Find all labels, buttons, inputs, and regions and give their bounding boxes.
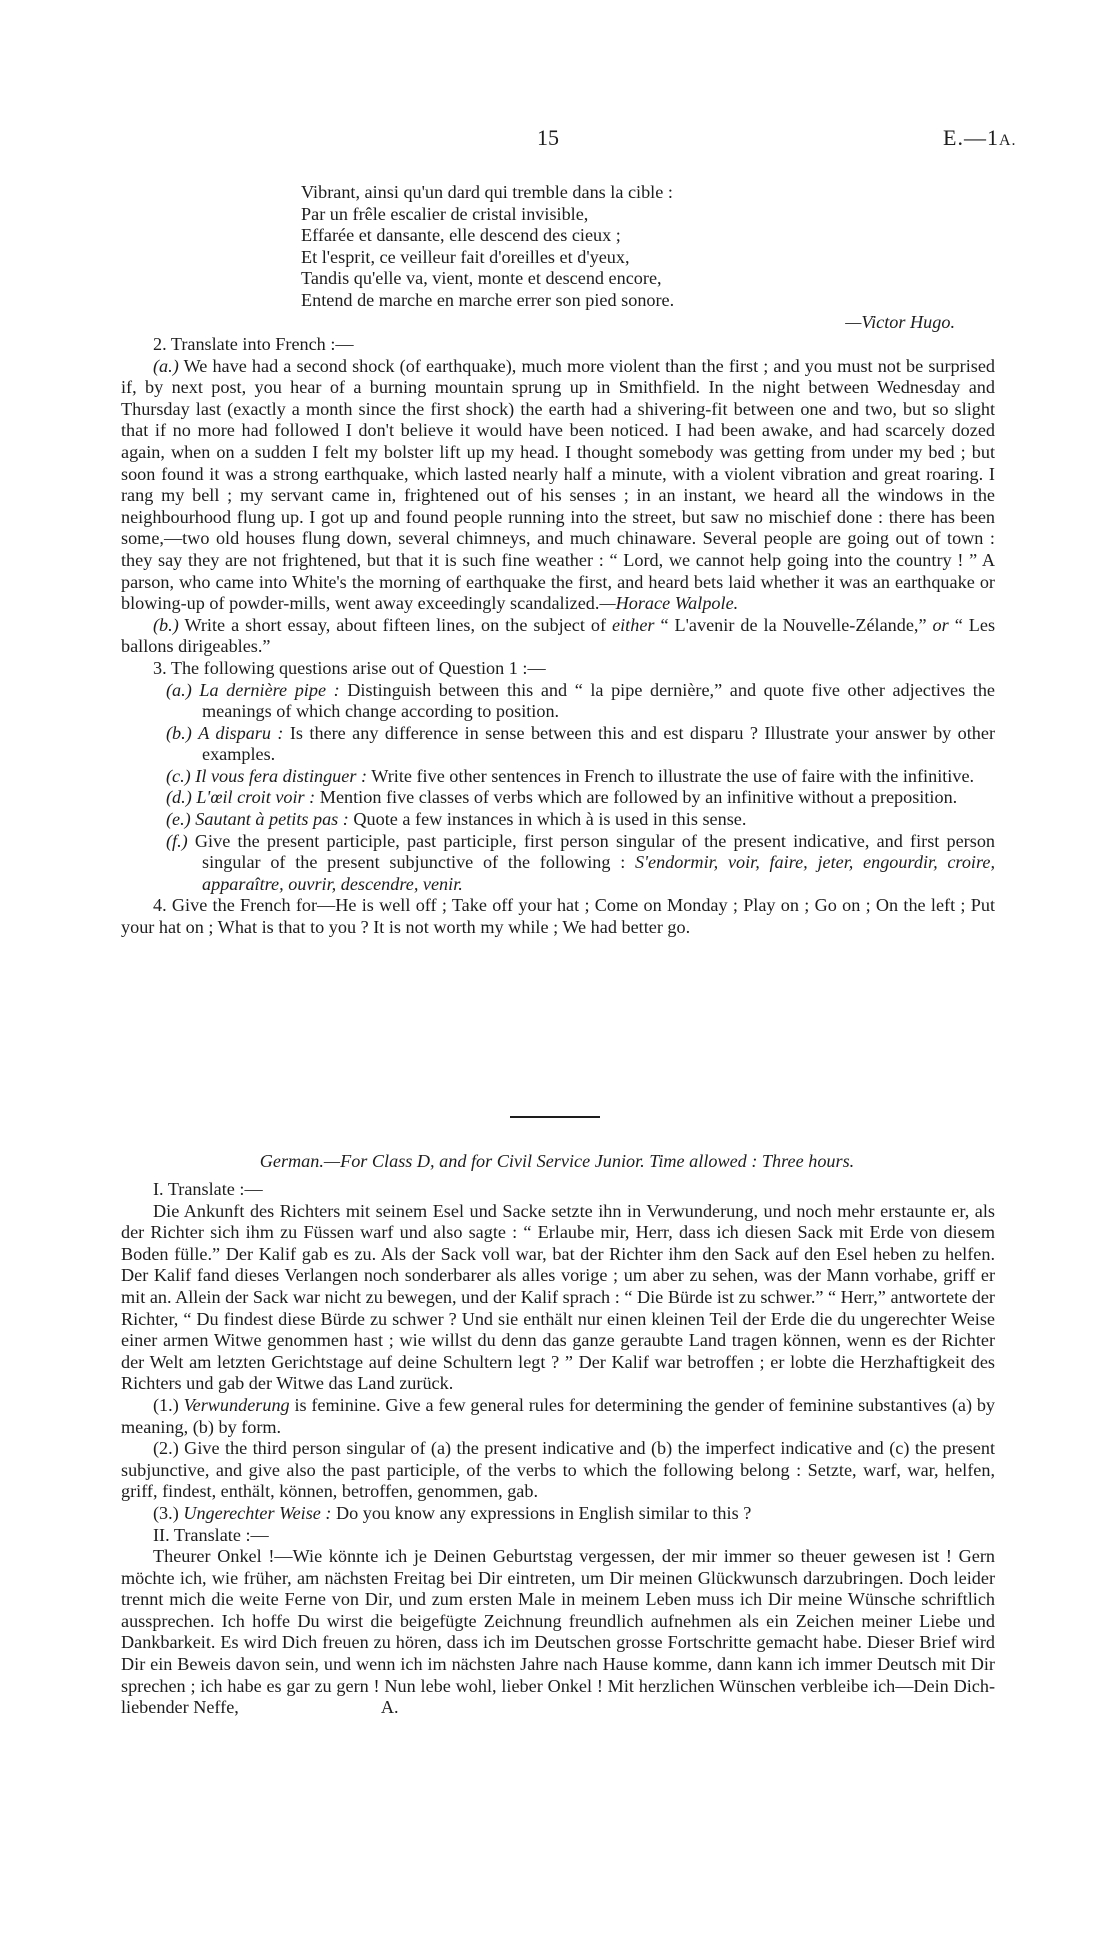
german-part-1-text: Die Ankunft des Richters mit seinem Esel und Sacke setzte ihn in Verwunderung, und noch mehr erstaunte er, als der Richter sich ihm zu Füssen warf und also sagte : “ Erlaube mir, Herr, dass ich diesen Sack mit Erde von diesem Boden fülle.” Der Kalif gab es zu. Als der Sack voll war, bat der Richter ihm den Sack auf den Esel heben zu helfen. Der Kalif fand dieses Verlangen noch sonderbarer als alles vorige ; um aber zu sehen, was der Mann vorhabe, griff er mit an. Allein der Sack war nicht zu bewegen, und der Kalif sprach : “ Die Bürde ist zu schwer.” “ Herr,” antwortete der Richter, “ Du findest diese Bürde zu schwer ? Und sie enthält nur einen kleinen Teil der Erde die du ungerechter Weise einer armen Witwe genommen hast ; wie willst du denn das ganze geraubte Land tragen können, wenn es der Richter der Welt am letzten Gerichtstage auf deine Schultern legt ? ” Der Kalif war betroffen ; er lobte die Herzhaftigkeit des Richters und gab der Witwe das Land zurück. [121, 1200, 995, 1394]
german-section [121, 1179, 995, 1719]
poem-line: Par un frêle escalier de cristal invisible, [301, 203, 589, 224]
section-divider [510, 1116, 600, 1118]
question-4: 4. Give the French for—He is well off ; Take off your hat ; Come on Monday ; Play on ; Go on ; On the left ; Put your hat on ; What is that to you ? It is not worth my while ; We had better go. [121, 895, 995, 938]
german-part-2-text: Theurer Onkel !—Wie könnte ich je Deinen Geburtstag vergessen, der mir immer so theuer gewesen ist ! Gern möchte ich, wie früher, am nächsten Freitag bei Dir eintreten, um Dir meinen Glückwunsch darzubringen. Doch leider trennt mich die weite Ferne von Dir, und zum ersten Male in meinem Leben muss ich Dir meine Wünsche schriftlich aussprechen. Ich hoffe Du wirst die beigefügte Zeichnung freundlich aufnehmen als ein Zeichen meiner Liebe und Dankbarkeit. Es wird Dich freuen zu hören, dass ich im Deutschen grosse Fortschritte gemacht habe. Dieser Brief wird Dir ein Beweis davon sein, und wenn ich im nächsten Jahre nach Hause komme, dann kann ich immer Deutsch mit Dir sprechen ; ich habe es gar zu gern ! Nun lebe wohl, lieber Onkel ! Mit herzlichen Wünschen verbleibe ich—Dein Dich-liebender Neffe, A. [121, 1546, 995, 1718]
page-header [0, 127, 1114, 157]
german-question-3: (3.) Ungerechter Weise : Do you know any expressions in English similar to this ? [153, 1502, 752, 1523]
german-section-title: German.—For Class D, and for Civil Service Junior. Time allowed : Three hours. [259, 1151, 855, 1171]
poem-attribution: —Victor Hugo. [845, 311, 955, 332]
question-3-heading: 3. The following questions arise out of Question 1 :— [153, 657, 546, 678]
poem-line: Effarée et dansante, elle descend des cieux ; [301, 225, 621, 246]
question-3e: (e.) Sautant à petits pas : Quote a few instances in which à is used in this sense. [166, 809, 747, 830]
question-3f: (f.) Give the present participle, past participle, first person singular of the present indicative, and first person singular of the present subjunctive of the following : S'endormir, voir, faire, jeter, engourdir, croire, apparaître, ouvrir, descendre, venir. [166, 830, 996, 894]
question-2a: (a.) We have had a second shock (of earthquake), much more violent than the first ; and you must not be surprised if, by next post, you hear of a burning mountain sprung up in Smithfield. In the night between Wednesday and Thursday last (exactly a month since the first shock) the earth had a shivering-fit between one and two, but so slight that if no more had followed I don't believe it would have been noticed. I had been awake, and had scarcely dozed again, when on a sudden I felt my bolster lift up my head. I thought somebody was getting from under my bed ; but soon found it was a strong earthquake, which lasted nearly half a minute, with a violent vibration and great roaring. I rang my bell ; my servant came in, frightened out of his senses ; in an instant, we heard all the windows in the neighbourhood flung up. I got up and found people running into the street, but saw no mischief done : there has been some,—two old houses flung down, several chimneys, and much chinaware. Several people are going out of town : they say they are not frightened, but that it is such fine weather : “ Lord, we cannot help going into the country ! ” A parson, who came into White's the morning of earthquake the first, and heard bets laid whether it was an earthquake or blowing-up of powder-mills, went away exceedingly scandalized.—Horace Walpole. [121, 355, 996, 614]
series-code: E.—1A. [943, 125, 1017, 150]
question-3c: (c.) Il vous fera distinguer : Write five other sentences in French to illustrate the use of faire with the infinitive. [166, 765, 975, 786]
german-question-2: (2.) Give the third person singular of (a) the present indicative and (b) the imperfect indicative and (c) the present subjunctive, and give also the past participle, of the verbs to which the following belong : Setzte, warf, war, helfen, griff, findest, enthält, können, betroffen, genommen, gab. [121, 1438, 995, 1502]
letter-signature: A. [380, 1697, 399, 1718]
question-3b: (b.) A disparu : Is there any difference in sense between this and est disparu ? Illustrate your answer by other examples. [166, 722, 996, 765]
german-question-1: (1.) Verwunderung is feminine. Give a few general rules for determining the gender of feminine substantives (a) by meaning, (b) by form. [121, 1394, 996, 1437]
german-part-2-heading: II. Translate :— [153, 1524, 269, 1545]
poem-line: Tandis qu'elle va, vient, monte et descend encore, [301, 268, 662, 289]
question-2 [121, 334, 995, 939]
poem-line: Vibrant, ainsi qu'un dard qui tremble dans la cible : [301, 182, 673, 202]
page-number: 15 [537, 125, 559, 150]
question-2-heading: 2. Translate into French :— [153, 334, 354, 354]
french-poem [301, 182, 961, 333]
question-2b: (b.) Write a short essay, about fifteen lines, on the subject of either “ L'avenir de la Nouvelle-Zélande,” or “ Les ballons dirigeables.” [121, 614, 996, 657]
german-part-1-heading: I. Translate :— [153, 1179, 263, 1199]
question-3d: (d.) L'œil croit voir : Mention five classes of verbs which are followed by an infinitive without a preposition. [166, 787, 958, 808]
poem-line: Entend de marche en marche errer son pied sonore. [301, 289, 675, 310]
question-3-list [121, 680, 995, 896]
question-3a: (a.) La dernière pipe : Distinguish between this and “ la pipe dernière,” and quote five other adjectives the meanings of which change according to position. [166, 679, 996, 722]
poem-line: Et l'esprit, ce veilleur fait d'oreilles et d'yeux, [301, 246, 630, 267]
